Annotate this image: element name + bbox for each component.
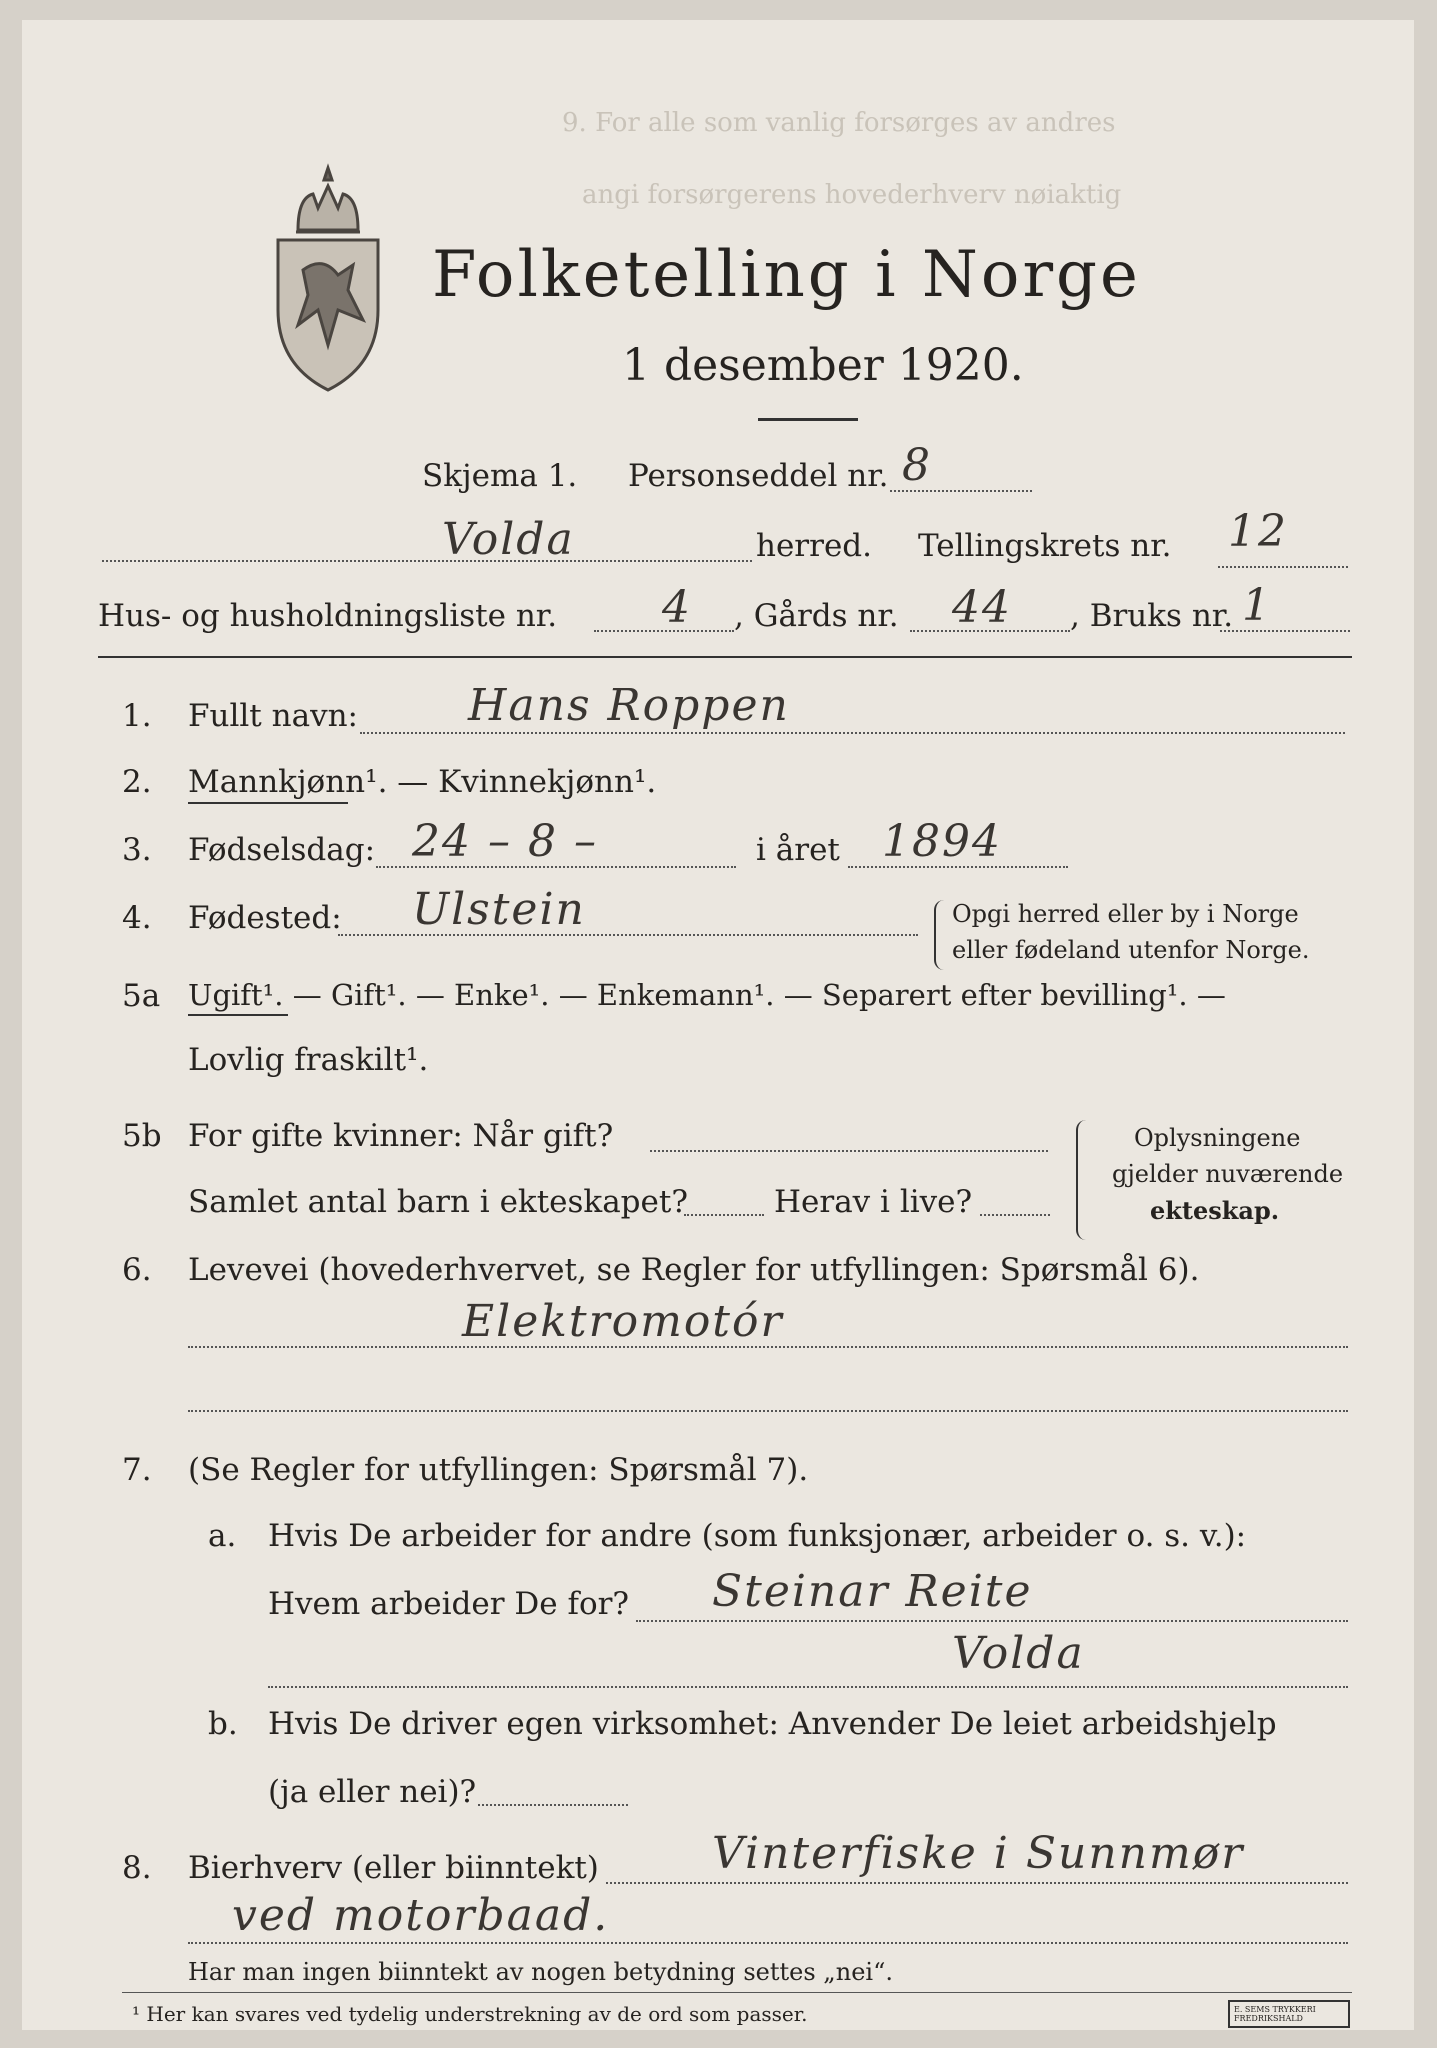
q8-label: Bierhverv (eller biinntekt) [188, 1850, 599, 1886]
footnote-rule [122, 1992, 1352, 1993]
q5b-label: For gifte kvinner: Når gift? [188, 1118, 614, 1154]
q8-value: Vinterfiske i Sunnmør [712, 1828, 1245, 1879]
herred-line [102, 560, 752, 562]
q8-number: 8. [122, 1850, 152, 1886]
coat-of-arms-icon [268, 160, 388, 400]
census-form [22, 20, 1414, 2030]
q4-value: Ulstein [412, 884, 586, 935]
q5b-label: Herav i live? [774, 1184, 973, 1220]
q7a-label: Hvis De arbeider for andre (som funksjonær, arbeider o. s. v.): [268, 1518, 1247, 1554]
bleed-through-line: 9. For alle som vanlig forsørges av andres [562, 108, 1116, 138]
title-rule [758, 418, 858, 421]
q7-number: 7. [122, 1452, 152, 1488]
q5a-label: Lovlig fraskilt¹. [188, 1042, 429, 1078]
q6-line [188, 1346, 1348, 1348]
q7a-value: Steinar Reite [712, 1566, 1033, 1617]
q4-brace [934, 900, 944, 970]
q1-label: Fullt navn: [188, 698, 358, 734]
q4-note: eller fødeland utenfor Norge. [952, 936, 1310, 964]
skjema-label: Skjema 1. [422, 458, 578, 494]
q5b-brace [1076, 1120, 1088, 1240]
q4-label: Fødested: [188, 900, 342, 936]
printer-stamp-text: E. SEMS TRYKKERI FREDRIKSHALD [1234, 2005, 1316, 2023]
q7a-line [268, 1686, 1348, 1688]
tellingskrets-label: Tellingskrets nr. [918, 528, 1172, 564]
q2-underline [188, 802, 348, 804]
q3-label: Fødselsdag: [188, 832, 376, 868]
q7b-label: Hvis De driver egen virksomhet: Anvender De leiet arbeidshjelp [268, 1706, 1277, 1742]
q5b-line [980, 1214, 1050, 1216]
q5b-note: gjelder nuværende [1112, 1160, 1344, 1188]
herred-label: herred. [756, 528, 872, 564]
q8-value: ved motorbaad. [232, 1890, 610, 1941]
q8-note: Har man ingen biinntekt av nogen betydning settes „nei“. [188, 1958, 893, 1986]
personseddel-value: 8 [902, 440, 932, 491]
q1-number: 1. [122, 698, 152, 734]
q3-year-label: i året [756, 832, 840, 868]
bruks-label: , Bruks nr. [1070, 598, 1234, 634]
herred-value: Volda [442, 514, 575, 565]
printer-stamp [1228, 2000, 1350, 2028]
hus-value: 4 [662, 582, 692, 633]
q6-line [188, 1410, 1348, 1412]
q3-value: 24 – 8 – [412, 816, 598, 867]
q5a-underline [188, 1014, 288, 1016]
section-rule [98, 656, 1352, 658]
tellingskrets-line [1218, 566, 1348, 568]
q7b-label: (ja eller nei)? [268, 1774, 477, 1810]
q7a-number: a. [208, 1518, 237, 1554]
q8-line [188, 1942, 1348, 1944]
q4-note: Opgi herred eller by i Norge [952, 900, 1299, 928]
tellingskrets-value: 12 [1228, 506, 1288, 557]
q5b-line [650, 1150, 1048, 1152]
bruks-value: 1 [1242, 580, 1272, 631]
gards-value: 44 [952, 582, 1012, 633]
q6-label: Levevei (hovederhvervet, se Regler for utfyllingen: Spørsmål 6). [188, 1252, 1200, 1288]
q5b-line [684, 1214, 764, 1216]
form-title: Folketelling i Norge [432, 238, 1141, 312]
hus-label: Hus- og husholdningsliste nr. [98, 598, 558, 634]
q5a-label: Ugift¹. — Gift¹. — Enke¹. — Enkemann¹. — Separert efter bevilling¹. — [188, 978, 1226, 1012]
q7a-line [636, 1620, 1348, 1622]
bruks-line [1220, 630, 1350, 632]
q5b-number: 5b [122, 1118, 162, 1154]
q1-line [360, 732, 1345, 734]
q5a-number: 5a [122, 978, 161, 1014]
q3-year-value: 1894 [882, 816, 1002, 867]
q7b-number: b. [208, 1706, 238, 1742]
gards-label: , Gårds nr. [734, 598, 899, 634]
q2-number: 2. [122, 764, 152, 800]
personseddel-label: Personseddel nr. [628, 458, 889, 494]
q7a-value: Volda [952, 1628, 1085, 1679]
q5b-note: Oplysningene [1134, 1124, 1301, 1152]
q2-label: Mannkjønn¹. — Kvinnekjønn¹. [188, 764, 657, 800]
q8-line [606, 1882, 1348, 1884]
q6-number: 6. [122, 1252, 152, 1288]
form-date: 1 desember 1920. [622, 340, 1024, 391]
q6-value: Elektromotór [462, 1296, 784, 1347]
q3-number: 3. [122, 832, 152, 868]
q4-number: 4. [122, 900, 152, 936]
q5b-label: Samlet antal barn i ekteskapet? [188, 1184, 688, 1220]
q5b-note: ekteskap. [1150, 1196, 1280, 1225]
footnote: ¹ Her kan svares ved tydelig understrekning av de ord som passer. [132, 2002, 808, 2026]
q7a-question: Hvem arbeider De for? [268, 1586, 630, 1622]
q7-label: (Se Regler for utfyllingen: Spørsmål 7). [188, 1452, 809, 1488]
bleed-through-line: angi forsørgerens hovederhverv nøiaktig [582, 180, 1122, 210]
q7b-line [478, 1804, 628, 1806]
q1-value: Hans Roppen [468, 680, 790, 731]
